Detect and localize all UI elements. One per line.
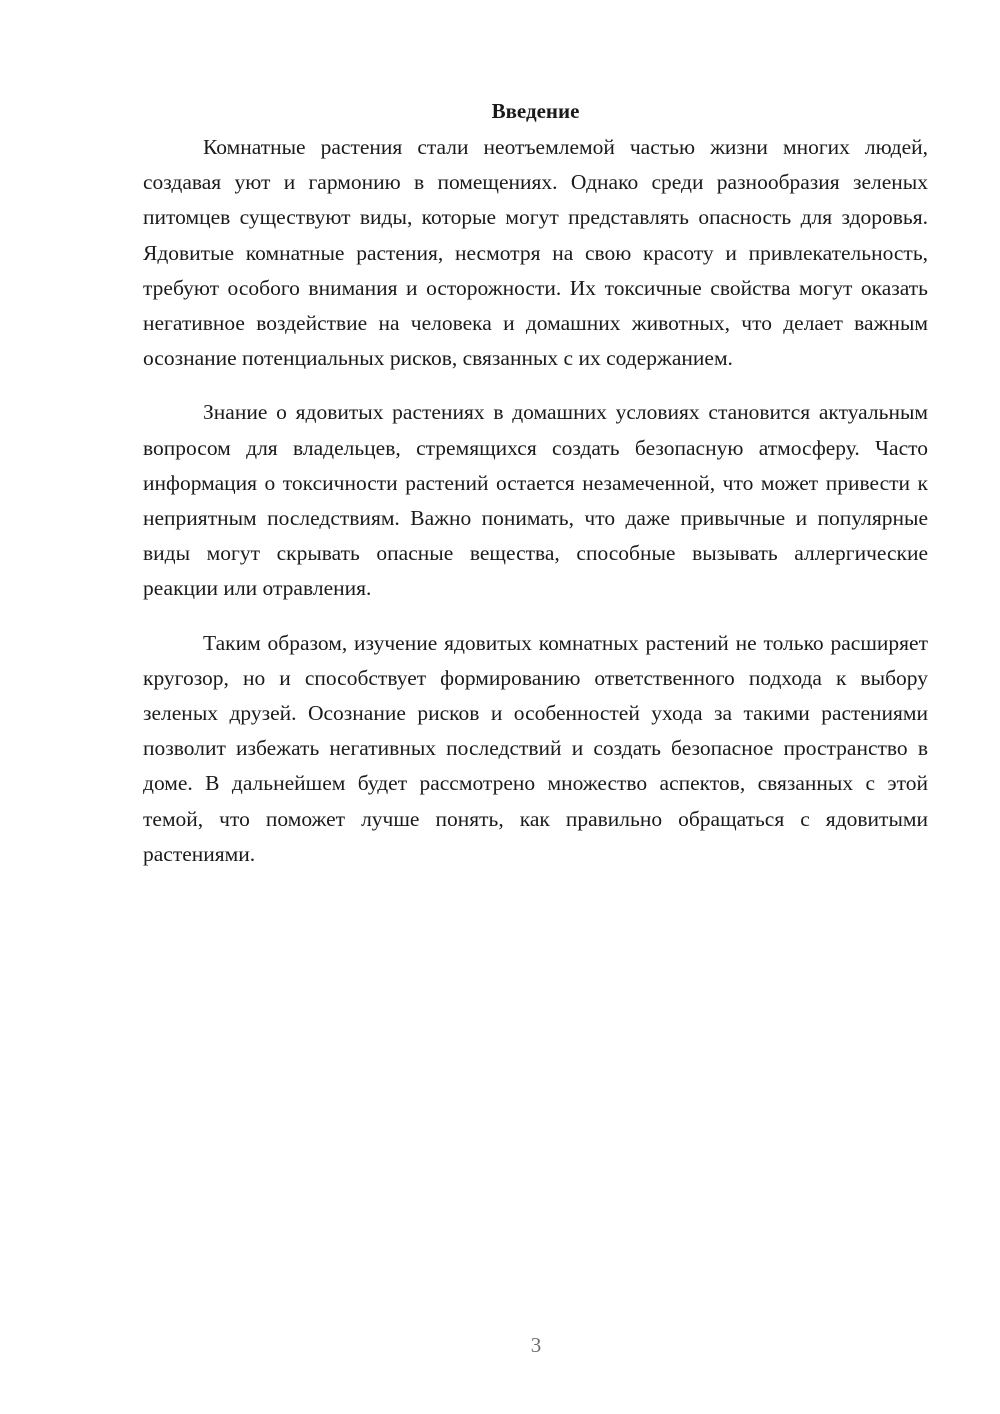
paragraph-3: Таким образом, изучение ядовитых комнатных растений не только расширяет кругозор, но и способствует формированию ответственного подхода к выбору зеленых друзей. Осознание рисков и особенностей ухода за такими растениями позволит избежать негативных последствий и создать безопасное пространство в доме. В дальнейшем будет рассмотрено множество аспектов, связанных с этой темой, что поможет лучше понять, как правильно обращаться с ядовитыми растениями. [143,630,928,866]
page-content [143,96,928,891]
paragraph-1: Комнатные растения стали неотъемлемой частью жизни многих людей, создавая уют и гармонию в помещениях. Однако среди разнообразия зеленых питомцев существуют виды, которые могут представлять опасность для здоровья. Ядовитые комнатные растения, несмотря на свою красоту и привлекательность, требуют особого внимания и осторожности. Их токсичные свойства могут оказать негативное воздействие на человека и домашних животных, что делает важным осознание потенциальных рисков, связанных с их содержанием. [143,135,928,371]
paragraph-2: Знание о ядовитых растениях в домашних условиях становится актуальным вопросом для владельцев, стремящихся создать безопасную атмосферу. Часто информация о токсичности растений остается незамеченной, что может привести к неприятным последствиям. Важно понимать, что даже привычные и популярные виды могут скрывать опасные вещества, способные вызывать аллергические реакции или отравления. [143,400,928,601]
page-number: 3 [530,1333,542,1357]
section-title: Введение [491,99,580,123]
